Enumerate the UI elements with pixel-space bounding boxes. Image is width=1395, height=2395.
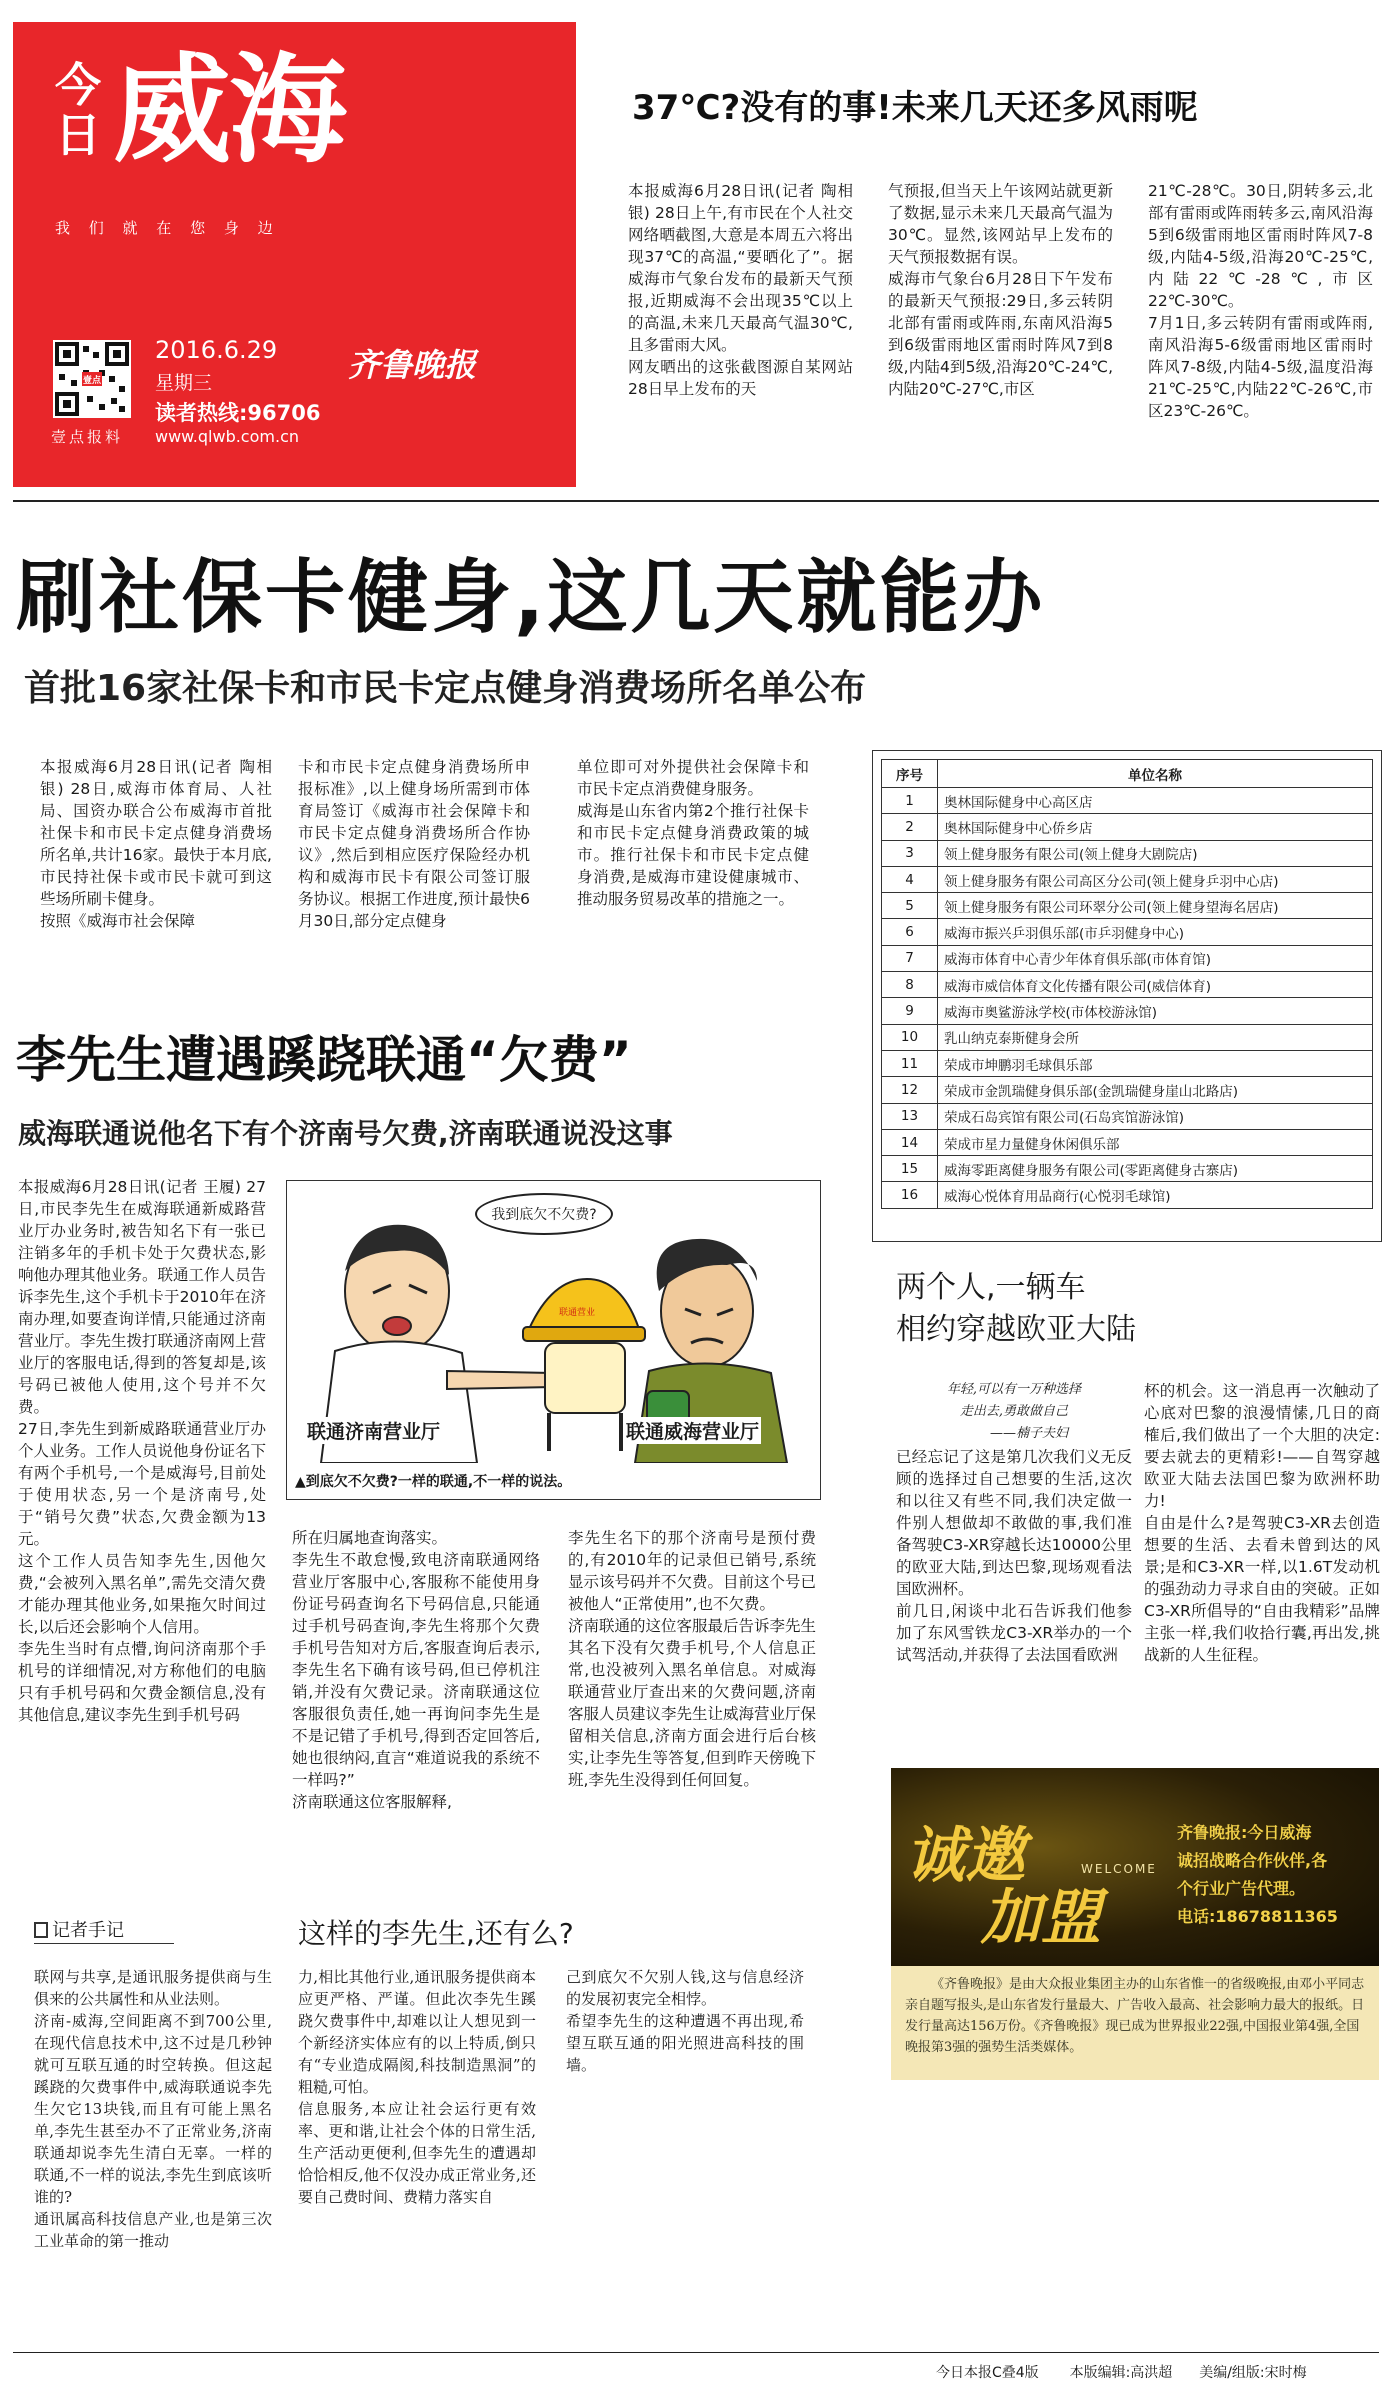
venue-name: 威海心悦体育用品商行(心悦羽毛球馆) — [938, 1182, 1373, 1208]
travel-title-2: 相约穿越欧亚大陆 — [896, 1312, 1136, 1347]
unicom-subhead: 威海联通说他名下有个济南号欠费,济南联通说没这事 — [18, 1117, 673, 1150]
footer-divider — [13, 2352, 1379, 2353]
main-col-2: 卡和市民卡定点健身消费场所申报标准》,以上健身场所需到市体育局签订《威海市社会保障卡和市民卡定点健身消费场所合作协议》,然后到相应医疗保险经办机构和威海市民卡有限公司签订服务协议。根据工作进度,预计最快6月30日,部分定点健身 — [298, 758, 530, 930]
unicom-col-3: 李先生名下的那个济南号是预付费的,有2010年的记录但已销号,系统显示该号码并不欠费。目前这个号已被他人“正常使用”,也不欠费。 济南联通的这位客服最后告诉李先生其名下没有欠费手机号,个人信息正常,也没被列入黑名单信息。对威海联通营业厅查出来的欠费问题,济南客服人员建议李先生让威海营业厅保留相关信息,济南方面会进行后台核实,让李先生等答复,但到昨天傍晚下班,李先生没得到任何回复。 — [568, 1529, 816, 1789]
table-row — [882, 1156, 1373, 1182]
venue-name: 威海市威信体育文化传播有限公司(威信体育) — [938, 972, 1373, 998]
venue-name: 荣成石岛宾馆有限公司(石岛宾馆游泳馆) — [938, 1103, 1373, 1129]
venue-number: 11 — [882, 1050, 938, 1076]
ad-line-1: 齐鲁晚报:今日威海 — [1177, 1823, 1312, 1842]
venue-number: 9 — [882, 998, 938, 1024]
cartoon-label-right: 联通威海营业厅 — [624, 1417, 761, 1444]
weather-col-3: 21℃-28℃。30日,阴转多云,北部有雷雨或阵雨转多云,南风沿海5到6级雷雨地区雷雨时阵风7-8级,内陆4-5级,沿海20℃-25℃,内陆22℃-28℃,市区22℃-30℃。 7月1日,多云转阴有雷雨或阵雨,南风沿海5-6级雷雨地区雷雨时阵风7-8级,内陆4-5级,温度沿海21℃-25℃,内陆22℃-26℃,市区23℃-26℃。 — [1148, 182, 1373, 420]
venue-name: 威海市振兴乒羽俱乐部(市乒羽健身中心) — [938, 919, 1373, 945]
table-row — [882, 1182, 1373, 1208]
unicom-headline: 李先生遭遇蹊跷联通“欠费” — [16, 1031, 632, 1089]
hotline — [155, 397, 320, 427]
venue-number: 3 — [882, 840, 938, 866]
venue-name: 荣成市星力量健身休闲俱乐部 — [938, 1129, 1373, 1155]
venue-table-frame — [872, 750, 1382, 1242]
qr-caption: 壹点报料 — [51, 428, 124, 446]
weather-headline: 37℃?没有的事!未来几天还多风雨呢 — [632, 88, 1198, 128]
travel-quote-author: ——楠子夫妇 — [990, 1426, 1069, 1441]
venue-name: 奥林国际健身中心侨乡店 — [938, 814, 1373, 840]
cartoon-hat-text: 联通营业 — [559, 1308, 596, 1318]
travel-quote-1: 年轻,可以有一万种选择 — [946, 1382, 1082, 1397]
ad-phone[interactable]: 电话:18678811365 — [1177, 1907, 1338, 1926]
ad-big-1: 诚邀 — [905, 1821, 1025, 1891]
commentary-col-3: 己到底欠不欠别人钱,这与信息经济的发展初衷完全相悖。 希望李先生的这种遭遇不再出现,希望互联互通的阳光照进高科技的围墙。 — [566, 1968, 804, 2074]
venue-number: 16 — [882, 1182, 938, 1208]
ad-line-2: 诚招战略合作伙伴,各 — [1177, 1851, 1328, 1870]
notebook-icon — [34, 1922, 48, 1938]
table-row — [882, 814, 1373, 840]
venue-table-header — [882, 760, 1373, 788]
travel-col-1: 已经忘记了这是第几次我们义无反顾的选择过自己想要的生活,这次和以往又有些不同,我们决定做一件别人想做却不敢做的事,我们准备驾驶C3-XR穿越长达10000公里的欧亚大陆,到达巴黎,现场观看法国欧洲杯。 前几日,闲谈中北石告诉我们他参加了东风雪铁龙C3-XR举办的一个试驾活动,并获得了去法国看欧洲 — [896, 1448, 1132, 1664]
venue-number: 15 — [882, 1156, 938, 1182]
venue-name: 领上健身服务有限公司高区分公司(领上健身乒羽中心店) — [938, 866, 1373, 892]
main-col-1: 本报威海6月28日讯(记者 陶相银) 28日,威海市体育局、人社局、国资办联合公布威海市首批社保卡和市民卡定点健身消费场所名单,共计16家。最快于本月底,市民持社保卡或市民卡就可到这些场所刷卡健身。 按照《威海市社会保障 — [40, 758, 272, 930]
unicom-col-2: 所在归属地查询落实。 李先生不敢怠慢,致电济南联通网络营业厅客服中心,客服称不能使用身份证号码查询名下号码信息,只能通过手机号码查询,李先生将那个欠费手机号告知对方后,客服查询后表示,李先生名下确有该号码,但已停机注销,并没有欠费记录。济南联通这位客服很负责任,她一再询问李先生是不是记错了手机号,得到否定回答后,她也很纳闷,直言“难道说我的系统不一样吗?” 济南联通这位客服解释, — [292, 1529, 540, 1811]
ad-welcome: WELCOME — [1081, 1862, 1157, 1876]
commentary-label-box — [34, 1916, 174, 1944]
venue-table-body — [882, 788, 1373, 1209]
commentary-col-1: 联网与共享,是通讯服务提供商与生俱来的公共属性和从业法则。 济南-威海,空间距离不到700公里,在现代信息技术中,这不过是几秒钟就可互联互通的时空转换。但这起蹊跷的欠费事件中,威海联通说李先生欠它13块钱,而且有可能上黑名单,李先生甚至办不了正常业务,济南联通却说李先生清白无辜。一样的联通,不一样的说法,李先生到底该听谁的? 通讯属高科技信息产业,也是第三次工业革命的第一推动 — [34, 1968, 272, 2250]
venue-name: 荣成市金凯瑞健身俱乐部(金凯瑞健身崖山北路店) — [938, 1077, 1373, 1103]
qr-badge: 壹点 — [83, 376, 102, 386]
footer — [936, 2362, 1376, 2382]
commentary-col-2: 力,相比其他行业,通讯服务提供商本应更严格、严谨。但此次李先生蹊跷欠费事件中,却难以让人想见到一个新经济实体应有的以上特质,倒只有“专业造成隔阂,科技制造黑洞”的粗糙,可怕。 信息服务,本应让社会运行更有效率、更和谐,让社会个体的日常生活,生产活动更便利,但李先生的遭遇却恰恰相反,他不仅没办成正常业务,还要自己费时间、费精力落实自 — [298, 1968, 536, 2206]
logo-big: 威海 — [113, 41, 346, 179]
qr-code[interactable] — [53, 340, 131, 418]
top-divider — [13, 500, 1379, 502]
table-row — [882, 919, 1373, 945]
ad-blurb: 《齐鲁晚报》是由大众报业集团主办的山东省惟一的省级晚报,由邓小平同志亲自题写报头,是山东省发行量最大、广告收入最高、社会影响力最大的报纸。日发行量高达156万份。《齐鲁晚报》现已成为世界报业22强,中国报业第4强,全国晚报第3强的强势生活类媒体。 — [891, 1966, 1379, 2080]
table-row — [882, 1103, 1373, 1129]
footer-page: 今日本报C叠4版 — [936, 2365, 1039, 2381]
commentary-title: 这样的李先生,还有么? — [298, 1917, 574, 1950]
venue-header-name: 单位名称 — [938, 760, 1373, 788]
venue-name: 威海零距离健身服务有限公司(零距离健身古寨店) — [938, 1156, 1373, 1182]
venue-name: 威海市奥鲨游泳学校(市体校游泳馆) — [938, 998, 1373, 1024]
venue-number: 13 — [882, 1103, 938, 1129]
venue-number: 8 — [882, 972, 938, 998]
weather-col-1: 本报威海6月28日讯(记者 陶相银) 28日上午,有市民在个人社交网络晒截图,大意是本周五六将出现37℃的高温,“要晒化了”。据威海市气象台发布的最新天气预报,近期威海不会出现35℃以上的高温,未来几天最高气温30℃,且多雷雨大风。 网友晒出的这张截图源自某网站28日早上发布的天 — [628, 182, 853, 398]
logo-small-top: 今 — [55, 58, 101, 112]
ad-line-3: 个行业广告代理。 — [1177, 1879, 1306, 1898]
cartoon-caption: ▲到底欠不欠费?一样的联通,不一样的说法。 — [295, 1474, 572, 1490]
table-row — [882, 972, 1373, 998]
table-row — [882, 866, 1373, 892]
footer-design: 美编/组版:宋时梅 — [1199, 2365, 1307, 2381]
venue-name: 奥林国际健身中心高区店 — [938, 788, 1373, 814]
hotline-number: 96706 — [247, 401, 321, 425]
table-row — [882, 788, 1373, 814]
issue-date: 2016.6.29 — [155, 336, 278, 364]
table-row — [882, 1050, 1373, 1076]
cartoon-bubble-text: 我到底欠不欠费? — [491, 1207, 597, 1223]
commentary-label: 记者手记 — [52, 1920, 124, 1941]
logo-small-bottom: 日 — [55, 108, 101, 162]
venue-name: 乳山纳克泰斯健身会所 — [938, 1024, 1373, 1050]
table-row — [882, 840, 1373, 866]
venue-number: 12 — [882, 1077, 938, 1103]
venue-number: 2 — [882, 814, 938, 840]
unicom-col-1: 本报威海6月28日讯(记者 王履) 27日,市民李先生在威海联通新威路营业厅办业务时,被告知名下有一张已注销多年的手机卡处于欠费状态,影响他办理其他业务。联通工作人员告诉李先生,这个手机卡于2010年在济南办理,如要查询详情,只能通过济南营业厅。李先生拨打联通济南网上营业厅的客服电话,得到的答复却是,该号码已被他人使用,这个号并不欠费。 27日,李先生到新威路联通营业厅办个人业务。工作人员说他身份证名下有两个手机号,一个是威海号,目前处于使用状态,另一个是济南号,处于“销号欠费”状态,欠费金额为13元。 这个工作人员告知李先生,因他欠费,“会被列入黑名单”,需先交清欠费才能办理其他业务,如果拖欠时间过长,以后还会影响个人信用。 李先生当时有点懵,询问济南那个手机号的详细情况,对方称他们的电脑只有手机号码和欠费金额信息,没有其他信息,建议李先生到手机号码 — [18, 1178, 266, 1724]
venue-number: 14 — [882, 1129, 938, 1155]
ad-big-2: 加盟 — [981, 1883, 1101, 1953]
table-row — [882, 1077, 1373, 1103]
main-subhead: 首批16家社保卡和市民卡定点健身消费场所名单公布 — [24, 668, 867, 709]
travel-title-1: 两个人,一辆车 — [896, 1270, 1086, 1305]
weather-col-2: 气预报,但当天上午该网站就更新了数据,显示未来几天最高气温为30℃。显然,该网站早上发布的天气预报数据有误。 威海市气象台6月28日下午发布的最新天气预报:29日,多云转阴北部有雷雨或阵雨,东南风沿海5到6级雷雨地区雷雨时阵风7到8级,内陆4到5级,沿海20℃-24℃,内陆20℃-27℃,市区 — [888, 182, 1113, 398]
logo — [43, 41, 543, 179]
venue-table — [881, 759, 1373, 1209]
venue-header-no: 序号 — [882, 760, 938, 788]
issue-weekday: 星期三 — [155, 372, 213, 394]
venue-number: 6 — [882, 919, 938, 945]
venue-number: 5 — [882, 893, 938, 919]
website[interactable]: www.qlwb.com.cn — [155, 427, 299, 446]
venue-name: 领上健身服务有限公司环翠分公司(领上健身望海名居店) — [938, 893, 1373, 919]
cartoon-frame — [286, 1180, 821, 1500]
cartoon-label-left: 联通济南营业厅 — [305, 1417, 442, 1444]
travel-quote-2: 走出去,勇敢做自己 — [959, 1404, 1069, 1419]
table-row — [882, 945, 1373, 971]
slogan: 我 们 就 在 您 身 边 — [55, 219, 280, 237]
venue-name: 荣成市坤鹏羽毛球俱乐部 — [938, 1050, 1373, 1076]
venue-number: 10 — [882, 1024, 938, 1050]
footer-editor: 本版编辑:高洪超 — [1069, 2365, 1173, 2381]
venue-name: 威海市体育中心青少年体育俱乐部(市体育馆) — [938, 945, 1373, 971]
venue-number: 4 — [882, 866, 938, 892]
main-headline: 刷社保卡健身,这几天就能办 — [16, 551, 1046, 644]
travel-col-2: 杯的机会。这一消息再一次触动了心底对巴黎的浪漫情愫,几日的商榷后,我们做出了一个大胆的决定:要去就去的更精彩!——自驾穿越欧亚大陆去法国巴黎为欧洲杯助力! 自由是什么?是驾驶C3-XR去创造想要的生活、去看未曾到达的风景;是和C3-XR一样,以1.6T发动机的强劲动力寻求自由的突破。正如C3-XR所倡导的“自由我精彩”品牌主张一样,我们收拾行囊,再出发,挑战新的人生征程。 — [1144, 1382, 1380, 1664]
paper-name: 齐鲁晚报 — [348, 346, 477, 384]
venue-number: 1 — [882, 788, 938, 814]
hotline-label: 读者热线: — [155, 401, 248, 425]
recruitment-ad[interactable] — [891, 1768, 1379, 2080]
table-row — [882, 1129, 1373, 1155]
table-row — [882, 998, 1373, 1024]
table-row — [882, 893, 1373, 919]
masthead — [13, 22, 576, 487]
cartoon-bubble — [475, 1193, 613, 1235]
main-col-3: 单位即可对外提供社会保障卡和市民卡定点消费健身服务。 威海是山东省内第2个推行社保卡和市民卡定点健身消费政策的城市。推行社保卡和市民卡定点健身消费,是威海市建设健康城市、推动服务贸易改革的措施之一。 — [577, 758, 809, 908]
venue-name: 领上健身服务有限公司(领上健身大剧院店) — [938, 840, 1373, 866]
table-row — [882, 1024, 1373, 1050]
venue-number: 7 — [882, 945, 938, 971]
